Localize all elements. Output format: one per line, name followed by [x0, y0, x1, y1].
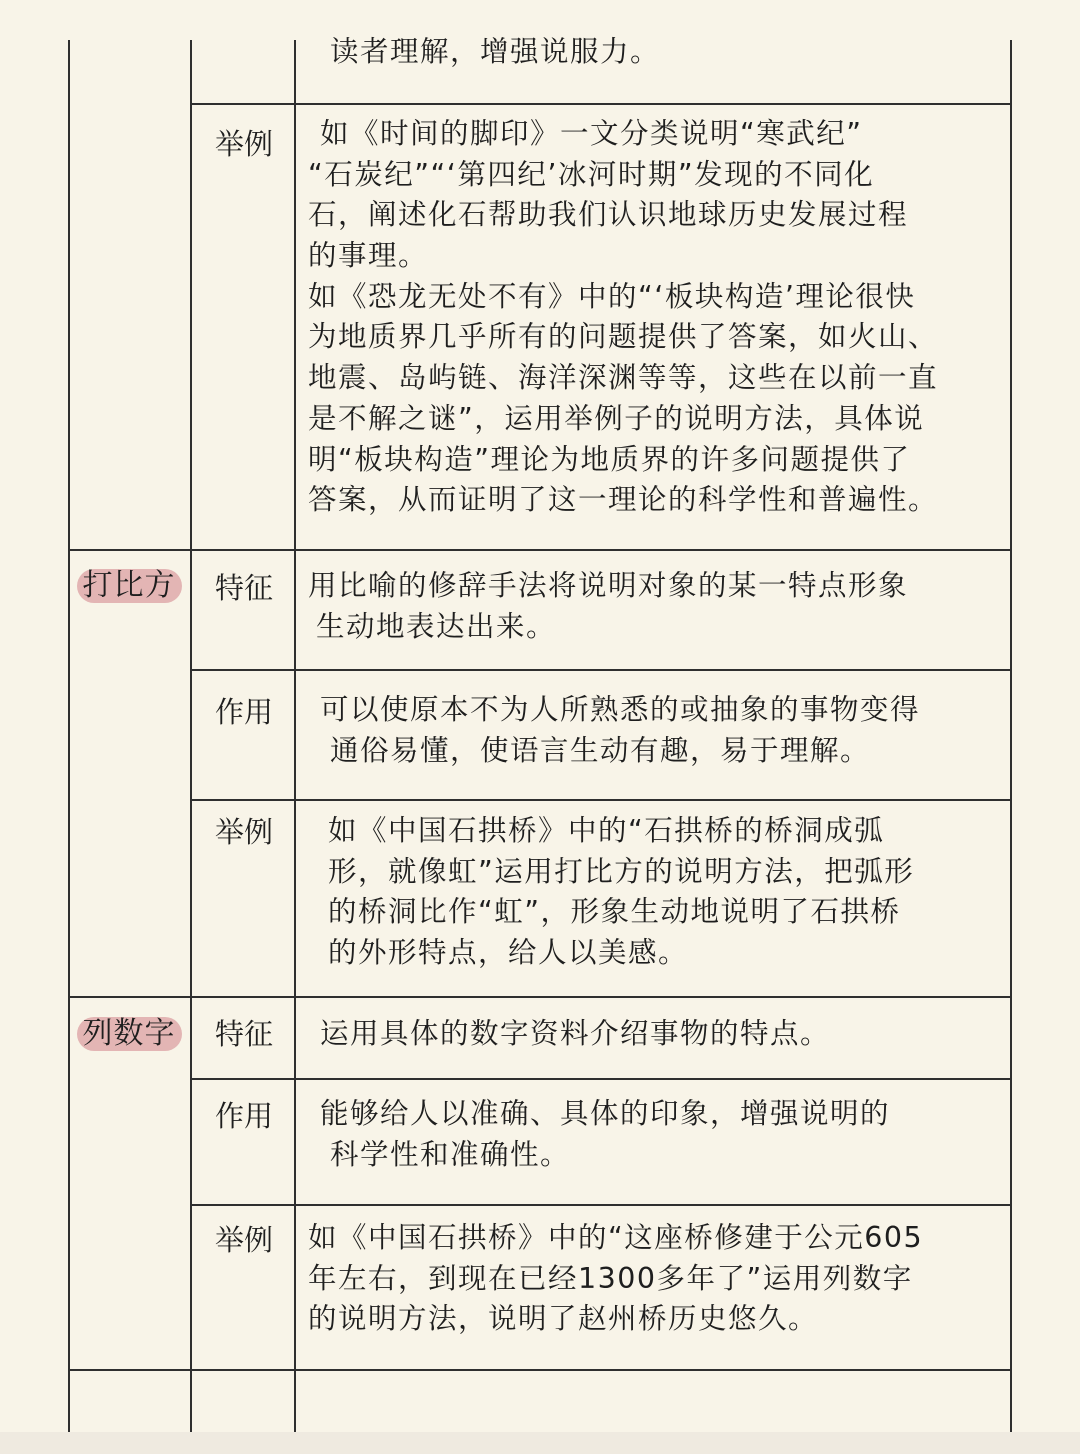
text-line: 生动地表达出来。 — [316, 609, 557, 643]
text-line: 明“板块构造”理论为地质界的许多问题提供了 — [308, 442, 911, 476]
row-label-example: 举例 — [214, 1223, 273, 1257]
row-label-feature: 特征 — [214, 1017, 273, 1051]
text-line: 可以使原本不为人所熟悉的或抽象的事物变得 — [320, 693, 921, 726]
text-line: 的外形特点，给人以美感。 — [328, 936, 689, 970]
text-line: 形，就像虹”运用打比方的说明方法，把弧形 — [328, 854, 915, 888]
text-line: 通俗易懂，使语言生动有趣，易于理解。 — [330, 733, 871, 767]
category-highlight: 列数字 — [77, 1017, 182, 1051]
text-line: 运用具体的数字资料介绍事物的特点。 — [320, 1017, 831, 1050]
text-line: 如《中国石拱桥》中的“这座桥修建于公元605 — [308, 1221, 924, 1254]
text-line: 的桥洞比作“虹”，形象生动地说明了石拱桥 — [328, 895, 901, 929]
text-line: 答案，从而证明了这一理论的科学性和普遍性。 — [308, 483, 939, 517]
feature-cell-text — [320, 1014, 1010, 1055]
table-left-border — [68, 40, 70, 1432]
row-divider — [191, 103, 1011, 105]
row-divider — [191, 1204, 1011, 1206]
text-line: 如《恐龙无处不有》中的“‘板块构造’理论很快 — [308, 279, 916, 313]
text-line: 为地质界几乎所有的问题提供了答案，如火山、 — [308, 320, 939, 354]
continued-cell-text — [330, 32, 1020, 73]
text-line: 是不解之谜”，运用举例子的说明方法，具体说 — [308, 401, 925, 435]
row-label-function: 作用 — [214, 695, 273, 729]
page-bottom-edge — [0, 1432, 1080, 1454]
example-cell-text — [308, 114, 998, 521]
text-line: 石，阐述化石帮助我们认识地球历史发展过程 — [308, 198, 909, 232]
text-line: “石炭纪”“‘第四纪’冰河时期”发现的不同化 — [308, 157, 875, 191]
section-divider — [69, 1369, 1011, 1371]
text-line: 的事理。 — [308, 239, 429, 273]
text-line: 如《时间的脚印》一文分类说明“寒武纪” — [320, 117, 863, 150]
category-label-numbers — [70, 1014, 188, 1054]
text-line: 读者理解，增强说服力。 — [330, 35, 661, 68]
row-divider — [191, 669, 1011, 671]
function-cell-text — [320, 690, 1010, 771]
section-divider — [69, 549, 1011, 551]
example-cell-text — [308, 1218, 998, 1340]
example-cell-text — [328, 811, 1018, 974]
category-highlight: 打比方 — [77, 569, 182, 603]
row-label-function: 作用 — [214, 1099, 273, 1133]
row-divider — [191, 799, 1011, 801]
function-cell-text — [320, 1094, 1010, 1175]
row-divider — [191, 1078, 1011, 1080]
category-column-divider — [190, 40, 192, 1432]
table-right-border — [1010, 40, 1012, 1432]
row-label-feature: 特征 — [214, 571, 273, 605]
text-line: 的说明方法，说明了赵州桥历史悠久。 — [308, 1302, 819, 1336]
section-divider — [69, 996, 1011, 998]
text-line: 年左右，到现在已经1300多年了”运用列数字 — [308, 1261, 913, 1295]
text-line: 如《中国石拱桥》中的“石拱桥的桥洞成弧 — [328, 814, 885, 847]
text-line: 科学性和准确性。 — [330, 1137, 571, 1171]
text-line: 地震、岛屿链、海洋深渊等等，这些在以前一直 — [308, 361, 939, 395]
text-line: 用比喻的修辞手法将说明对象的某一特点形象 — [308, 569, 909, 602]
feature-cell-text — [308, 566, 998, 647]
category-label-metaphor — [70, 566, 188, 606]
text-line: 能够给人以准确、具体的印象，增强说明的 — [320, 1097, 891, 1130]
row-label-example: 举例 — [214, 815, 273, 849]
label-column-divider — [294, 40, 296, 1432]
row-label-example: 举例 — [214, 127, 273, 161]
